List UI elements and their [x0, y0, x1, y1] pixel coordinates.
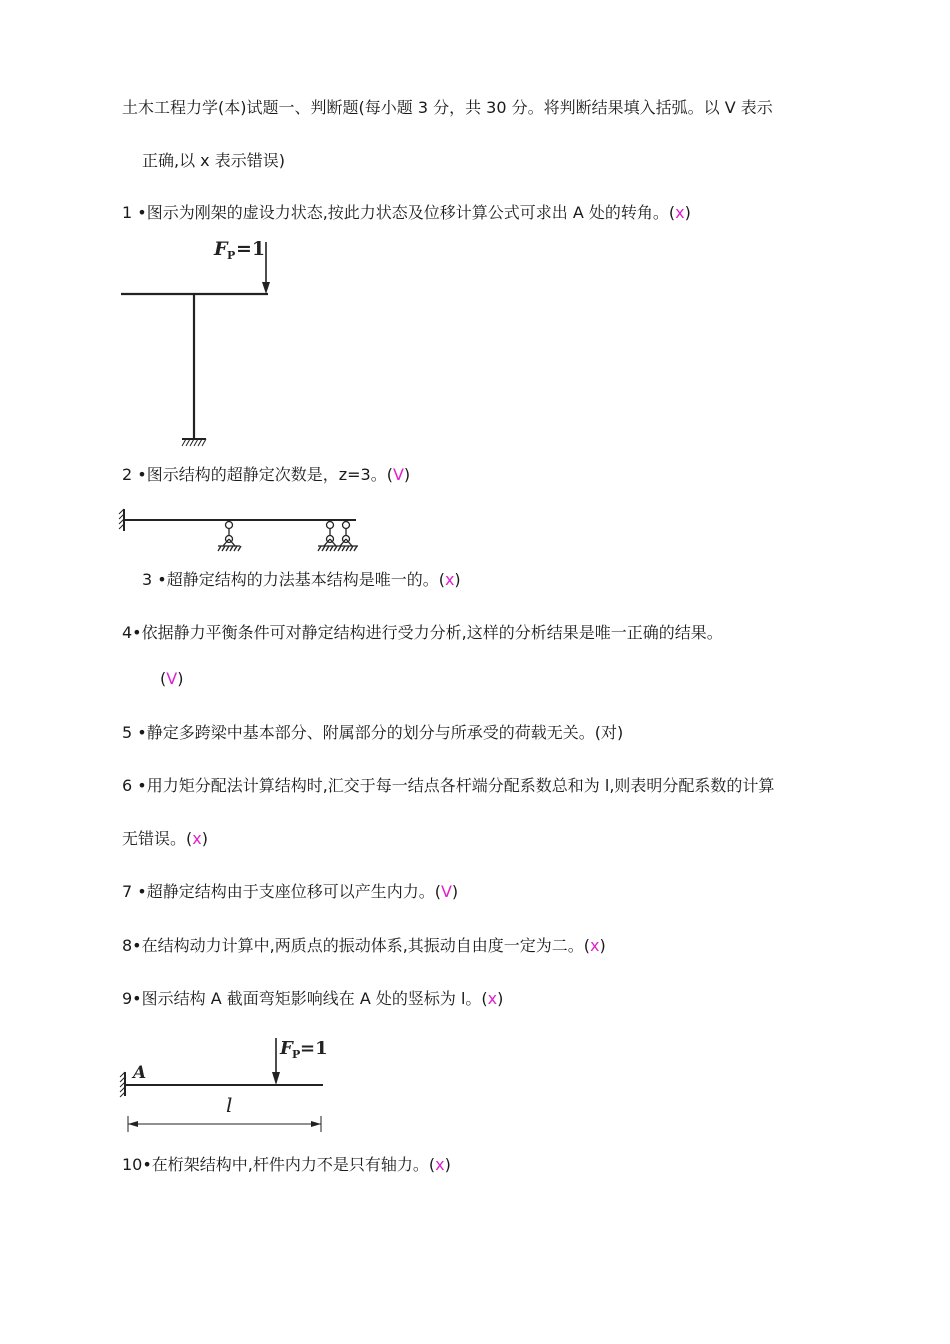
answer-mark: x: [590, 936, 600, 955]
question-number: 6 •: [122, 776, 147, 795]
dim-arrow-right: [311, 1121, 321, 1127]
question-number: 2 •: [122, 465, 147, 484]
question-6-cont: 无错误。(x): [122, 829, 208, 848]
figure-cantilever: [118, 1032, 333, 1140]
question-4-answer: (V): [160, 669, 184, 688]
answer-mark: V: [440, 882, 452, 901]
question-9: 9•图示结构 A 截面弯矩影响线在 A 处的竖标为 l。(x): [122, 989, 504, 1008]
question-text: 在桁架结构中,杆件内力不是只有轴力。(: [151, 1155, 436, 1174]
question-text: 超静定结构的力法基本结构是唯一的。(: [166, 570, 445, 589]
question-5: [122, 722, 623, 744]
support-hatch: [182, 439, 206, 446]
question-number: 4•: [122, 623, 142, 642]
link-support-2: [318, 520, 358, 551]
force-subscript: P: [227, 249, 236, 262]
force-label: F: [214, 238, 228, 260]
answer-mark: V: [392, 465, 404, 484]
header-line-1: 土木工程力学(本)试题一、判断题(每小题 3 分，共 30 分。将判断结果填入括弧。以 V 表示: [122, 98, 773, 117]
span-label: l: [226, 1093, 233, 1117]
question-text: 用力矩分配法计算结构时,汇交于每一结点各杆端分配系数总和为 l,则表明分配系数的计算: [146, 776, 775, 795]
force-label: F: [280, 1038, 293, 1059]
question-1: 1 •图示为刚架的虚设力状态,按此力状态及位移计算公式可求出 A 处的转角。(x): [122, 203, 691, 222]
question-text: 依据静力平衡条件可对静定结构进行受力分析,这样的分析结果是唯一正确的结果。: [141, 623, 723, 642]
force-arrowhead: [262, 282, 270, 294]
question-number: 5 •: [122, 723, 147, 742]
question-2: 2 •图示结构的超静定次数是，z=3。(V): [122, 465, 411, 484]
question-number: 3 •: [142, 570, 167, 589]
question-text: 超静定结构由于支座位移可以产生内力。(: [146, 882, 441, 901]
question-number: 7 •: [122, 882, 147, 901]
figure-beam: [118, 505, 368, 557]
answer-mark: x: [675, 203, 685, 222]
answer-mark: x: [487, 989, 498, 1008]
question-6: [122, 775, 774, 797]
question-text: 图示为刚架的虚设力状态,按此力状态及位移计算公式可求出 A 处的转角。(: [146, 203, 676, 222]
question-3: 3 •超静定结构的力法基本结构是唯一的。(x): [142, 570, 461, 589]
dim-arrow-left: [128, 1121, 138, 1127]
header-line-2: 正确,以 x 表示错误): [142, 151, 285, 170]
question-7: 7 •超静定结构由于支座位移可以产生内力。(V): [122, 882, 459, 901]
question-number: 10•: [122, 1155, 152, 1174]
question-number: 1 •: [122, 203, 147, 222]
point-label: A: [133, 1063, 147, 1083]
force-arrowhead: [272, 1072, 280, 1085]
answer-mark: x: [444, 570, 455, 589]
question-text: 静定多跨梁中基本部分、附属部分的划分与所承受的荷载无关。(对): [146, 723, 624, 742]
force-value: =1: [236, 238, 266, 260]
question-4: [122, 622, 723, 644]
force-subscript: P: [292, 1048, 301, 1061]
question-text: 图示结构 A 截面弯矩影响线在 A 处的竖标为 l。(: [141, 989, 488, 1008]
answer-mark: x: [192, 829, 202, 848]
answer-mark: V: [166, 669, 178, 688]
answer-mark: x: [435, 1155, 445, 1174]
figure-frame: [118, 234, 288, 452]
question-8: 8•在结构动力计算中,两质点的振动体系,其振动自由度一定为二。(x): [122, 936, 606, 955]
question-text: 在结构动力计算中,两质点的振动体系,其振动自由度一定为二。(: [141, 936, 591, 955]
link-support-1: [218, 520, 241, 551]
question-10: 10•在桁架结构中,杆件内力不是只有轴力。(x): [122, 1155, 451, 1174]
question-number: 9•: [122, 989, 142, 1008]
force-value: =1: [300, 1038, 328, 1059]
question-number: 8•: [122, 936, 142, 955]
question-text: 图示结构的超静定次数是，z=3。(: [146, 465, 393, 484]
